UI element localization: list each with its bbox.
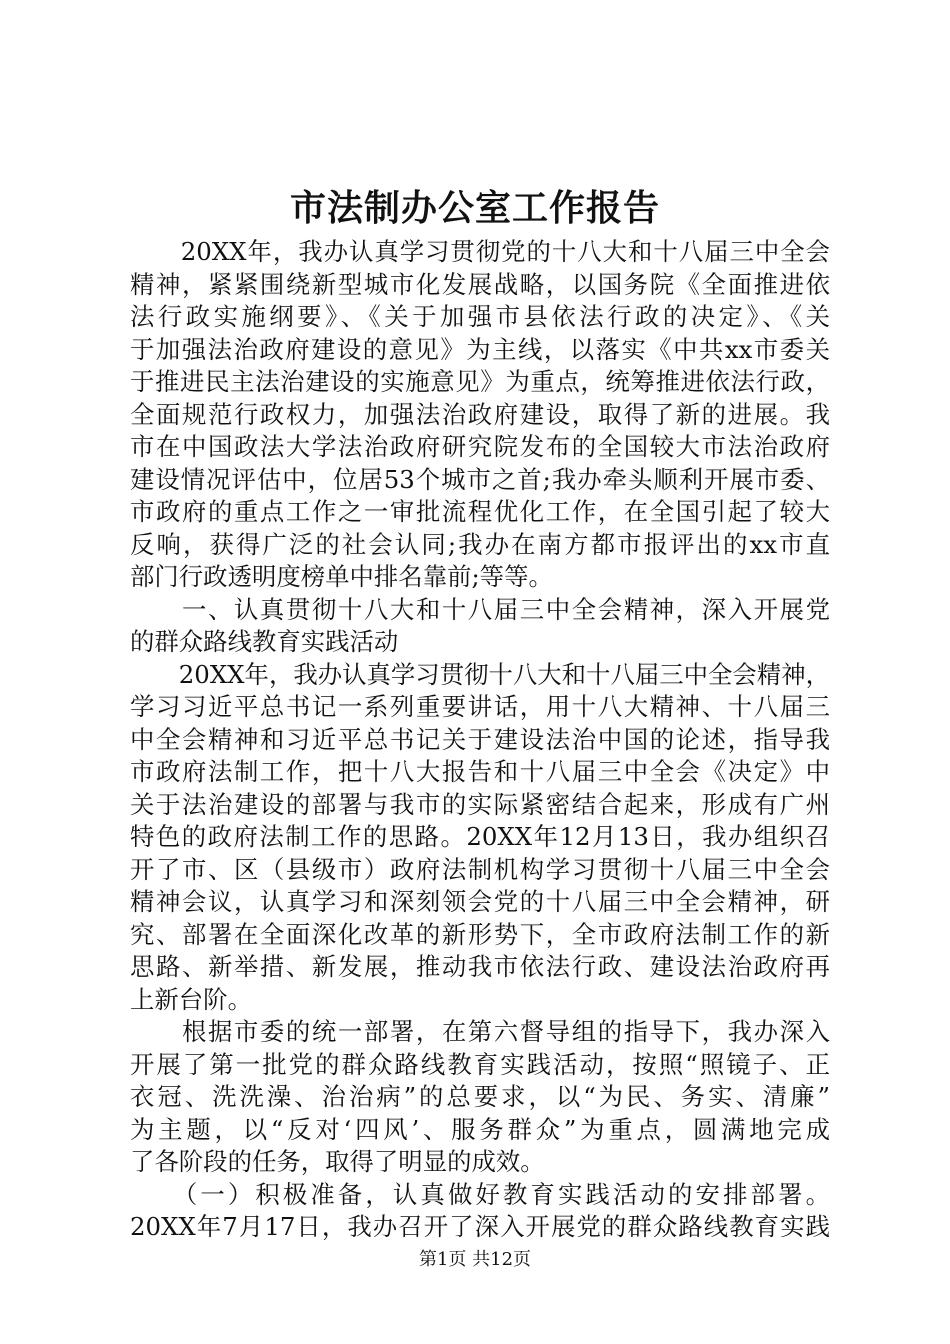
text-line: 上新台阶。: [130, 984, 252, 1014]
text-line: 精神，紧紧围绕新型城市化发展战略，以国务院《全面推进依: [130, 269, 830, 299]
text-line: 反响，获得广泛的社会认同;我办在南方都市报评出的xx市直: [130, 529, 830, 559]
text-line: 究、部署在全面深化改革的新形势下，全市政府法制工作的新: [130, 919, 830, 949]
text-line: 市政府的重点工作之一审批流程优化工作，在全国引起了较大: [130, 497, 830, 526]
text-line: 于加强法治政府建设的意见》为主线，以落实《中共xx市委关: [130, 334, 830, 364]
text-line: （一）积极准备，认真做好教育实践活动的安排部署。: [130, 1179, 830, 1209]
text-line: 衣冠、洗洗澡、治治病”的总要求，以“为民、务实、清廉”: [130, 1082, 830, 1111]
text-line: 关于法治建设的部署与我市的实际紧密结合起来，形成有广州: [130, 789, 830, 819]
text-line: 20XX年7月17日，我办召开了深入开展党的群众路线教育实践: [130, 1212, 830, 1241]
text-line: 了各阶段的任务，取得了明显的成效。: [130, 1147, 545, 1176]
text-line: 全面规范行政权力，加强法治政府建设，取得了新的进展。我: [130, 399, 830, 429]
text-line: 20XX年，我办认真学习贯彻十八大和十八届三中全会精神，: [130, 659, 830, 689]
text-line: 开了市、区（县级市）政府法制机构学习贯彻十八届三中全会: [130, 854, 830, 884]
text-line: 法行政实施纲要》、《关于加强市县依法行政的决定》、《关: [130, 302, 830, 331]
text-line: 市在中国政法大学法治政府研究院发布的全国较大市法治政府: [130, 432, 830, 461]
text-line: 特色的政府法制工作的思路。20XX年12月13日，我办组织召: [130, 822, 830, 851]
text-line: 为主题，以“反对‘四风’、服务群众”为重点，圆满地完成: [130, 1114, 830, 1144]
text-line: 20XX年，我办认真学习贯彻党的十八大和十八届三中全会: [130, 237, 830, 266]
text-line: 根据市委的统一部署，在第六督导组的指导下，我办深入: [130, 1017, 830, 1046]
text-line: 市政府法制工作，把十八大报告和十八届三中全会《决定》中: [130, 757, 830, 786]
text-line: 建设情况评估中，位居53个城市之首;我办牵头顺利开展市委、: [130, 464, 830, 494]
text-line: 于推进民主法治建设的实施意见》为重点，统筹推进依法行政，: [130, 367, 830, 396]
document-title: 市法制办公室工作报告: [289, 187, 660, 229]
text-line: 思路、新举措、新发展，推动我市依法行政、建设法治政府再: [130, 952, 830, 981]
document-body: [130, 236, 830, 1244]
text-line: 的群众路线教育实践活动: [130, 627, 399, 656]
text-line: 学习习近平总书记一系列重要讲话，用十八大精神、十八届三: [130, 692, 830, 721]
page-footer: 第1页 共12页: [418, 1249, 532, 1270]
text-line: 一、认真贯彻十八大和十八届三中全会精神，深入开展党: [130, 594, 830, 624]
text-line: 中全会精神和习近平总书记关于建设法治中国的论述，指导我: [130, 724, 830, 754]
text-line: 精神会议，认真学习和深刻领会党的十八届三中全会精神，研: [130, 887, 830, 916]
text-line: 部门行政透明度榜单中排名靠前;等等。: [130, 562, 553, 591]
text-line: 开展了第一批党的群众路线教育实践活动，按照“照镜子、正: [130, 1049, 830, 1079]
